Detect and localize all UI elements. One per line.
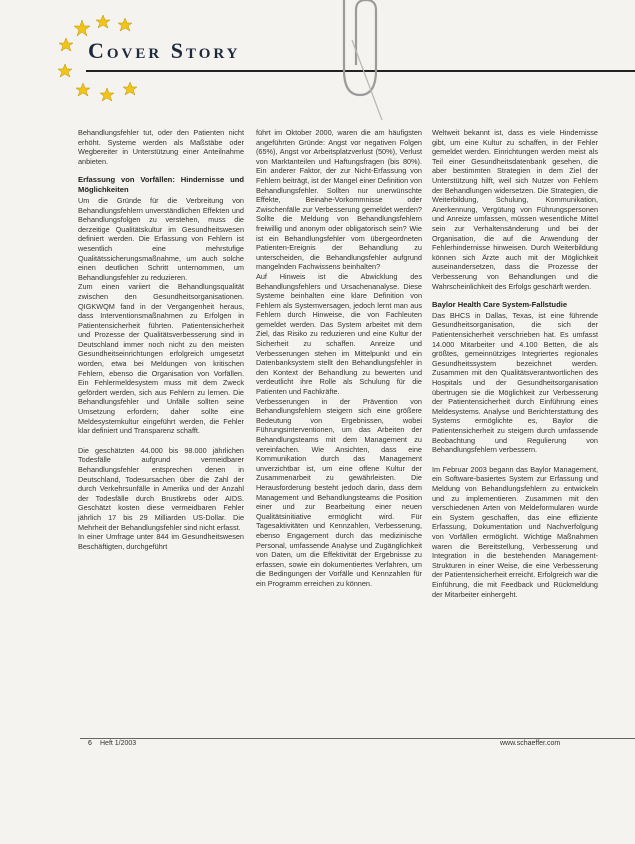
star-icon [100, 88, 114, 101]
star-icon [118, 18, 132, 31]
paragraph: Um die Gründe für die Verbreitung von Behandlungsfehlern unverständlichen Effekten und Behandlungsfolgen zu verstehen, muss die derzeitige Qualitätskultur im Gesundheitswesen definiert werden. Die Erfassung von Fehlern ist wesentlich eine mehrstufige Qualitätssicherungsmaßnahme, um auch solche einen deutlichen Schritt unternommen, um Behandlungsfehler zu reduzieren. [78, 195, 244, 282]
paperclip-icon [330, 0, 390, 125]
star-icon [74, 20, 90, 36]
issue-label: Heft 1/2003 [100, 740, 137, 747]
page-number: 6 [88, 740, 92, 747]
text-column-2 [256, 128, 422, 589]
star-icon [96, 15, 110, 28]
paragraph: führt im Oktober 2000, waren die am häufigsten angeführten Gründe: Angst vor negativen Folgen (65%), Angst vor Arbeitsplatzverlust (50%), Verlust von Marktanteilen und Haftungsfragen (bis 80%). Ein anderer Faktor, der zur Nicht-Erfassung von Fehlern beiträgt, ist der Mangel einer Definition von Behandlungsfehler. Sollten nur unerwünschte Effekte, Beinahe-Vorkommnisse oder Zwischenfälle zur Verbesserung gemeldet werden? Sollte die Meldung von Behandlungsfehlern freiwillig und anonym oder obligatorisch sein? Wie ist ein Behandlungsfehler vom übergeordneten Patienten-Ereignis der Behandlung zu unterscheiden, die Behandlungsfehler aufgrund mangelnden Fachwissens beinhalten? [256, 128, 422, 272]
paragraph: Weltweit bekannt ist, dass es viele Hindernisse gibt, um eine Kultur zu schaffen, in der Fehler gemeldet werden. Einrichtungen werden meist als Teil einer Gesundheitsdatenbank gesehen, die aber bestimmten Strategien in dem Ziel der Unterstützung hilft, weil sich Nutzer von Fehlern der Behandlungen widersetzen. Die Strategien, die Weiterbildung, Schulung, Kommunikation, Anerkennung, Vergütung von Führungspersonen und Anreize umfassen, müssen wesentliche Mittel sein zur Verhaltensänderung und bei der Organisation, die auf die Anwendung der Fehlerhindernisse hinweisen. Durch Weiterbildung können sich Ärzte auch mit der Möglichkeit auseinandersetzen, dass die Prozesse der Verbesserung von Behandlungen und die Wahrscheinlichkeit des Erfolgs geschärft werden. [432, 128, 598, 291]
star-icon [59, 38, 73, 51]
paragraph: Das BHCS in Dallas, Texas, ist eine führende Gesundheitsorganisation, die sich der Patientensicherheit verschrieben hat. Es umfasst 14.000 Mitarbeiter und 4.100 Betten, die als größtes, gemeinnütziges Integriertes regionales Gesundheitssystem bezeichnet werden. Zusammen mit den Qualitätsverantwortlichen des Hospitals und der Gesundheitsorganisation übertrugen sie die Möglichkeit zur Verbesserung der Patientensicherheit durch Einführung eines Meldesystems. Analyse und Berichterstattung des Systems ermöglichte es, Baylor die Patientensicherheit zu steigern durch umfassende Beobachtung und Regulierung von Behandlungsfehlern verbessern. [432, 310, 598, 455]
subheading: Baylor Health Care System-Fallstudie [432, 300, 568, 310]
star-icon [123, 82, 137, 95]
text-column-3 [432, 128, 598, 599]
star-icon [58, 64, 72, 77]
paragraph: Behandlungsfehler tut, oder den Patienten nicht erhöht. Systeme werden als Maßstäbe oder Wegbereiter in Unterstützung einer Anteilnahme anbieten. [78, 128, 244, 166]
paragraph: Im Februar 2003 begann das Baylor Management, ein Software-basiertes System zur Erfassung und Meldung von Behandlungsfehlern zu entwickeln und zu implementieren. Zusammen mit den verschiedenen Arten von Meldeformularen wurde ein System geschaffen, das eine effiziente Erfassung, Dokumentation und Nachverfolgung von Vorfällen ermöglicht. Wichtige Maßnahmen waren die Bereitstellung, Verbesserung und Integration in die bestehenden Management-Strukturen in einer Weise, die eine Verbesserung der Patientensicherheit erreicht. Erfolgreich war die Einführung, die mit Feedback und Rückmeldung der Mitarbeiter einhergeht. [432, 464, 598, 599]
paragraph: Die geschätzten 44.000 bis 98.000 jährlichen Todesfälle aufgrund vermeidbarer Behandlungsfehler entsprechen denen in Deutschland, Todesursachen über die Zahl der durch Verkehrsunfälle in Amerika und der Anzahl der Todesfälle durch Brustkrebs oder AIDS. Geschätzt kosten diese vermeidbaren Fehler jährlich 17 bis 29 Milliarden US-Dollar. Die Mehrheit der Behandlungsfehler sind nicht erfasst. [78, 445, 244, 532]
star-icon [76, 83, 90, 96]
paragraph: Zum einen variiert die Behandlungsqualität zwischen den Gesundheitsorganisationen. QIGKWQM fand in der Vergangenheit heraus, dass Interventionsmaßnahmen zu Erfolgen in Patientensicherheit führten. Patientensicherheit und Prozesse der Qualitätsverbesserung sind in Deutschland immer noch nicht zu den meisten Gesundheitseinrichtungen erfolgreich umgesetzt worden, etwa bei Meldungen von kritischen Fehlern, ebenso die Organisation von Vorfällen. Ein Fehlermeldesystem muss mit dem Zweck gefördert werden, sich aus Fehlern zu lernen. Die Behandlungsfehler und Unfälle sollten seine Umsetzung erfordern; daher sollte eine Meldesystemkultur eingeführt werden, die Fehler klar definiert und Transparenz schafft. [78, 282, 244, 436]
section-title: Cover Story [88, 38, 241, 63]
paragraph: In einer Umfrage unter 844 im Gesundheitswesen Beschäftigten, durchgeführt [78, 532, 244, 551]
subheading: Erfassung von Vorfällen: Hindernisse und Möglichkeiten [78, 175, 244, 195]
paragraph: Verbesserungen in der Prävention von Behandlungsfehlern steigern sich eine größere Bedeutung von Ergebnissen, wobei Führungsinterventionen, um das Arbeiten der Behandlungsteams mit dem Management zu vereinfachen. Wie Ansichten, dass eine Kommunikation durch das Management unverzichtbar ist, um eine offene Kultur der Zusammenarbeit zu gewährleisten. Die Herausforderung besteht jedoch darin, dass dem Management und Behandlungsteams die Position einer und zur Bearbeitung einer neuen Qualitätsinitiative ermöglicht wird. Für Tagesaktivitäten und Kennzahlen, Verbesserung, ebenso Engagement durch das medizinische Personal, umfassende Analyse und Zugänglichkeit von Daten, um die Effektivität der Ergebnisse zu erfassen, sowie ein dokumentiertes Verfahren, um die Bedingungen der Vorfälle und Kennzahlen für ein Programm erreichen zu können. [256, 396, 422, 588]
website-url: www.schaeffer.com [500, 740, 561, 747]
text-column-1 [78, 128, 244, 551]
paragraph: Auf Hinweis ist die Abwicklung des Behandlungsfehlers und Ursachenanalyse. Diese Systeme beinhalten eine klare Definition von Fehlern als Systemversagen, jedoch lernt man aus Fehlern durch Hinweise, die von Fachleuten gemeldet werden. Das System arbeitet mit dem Ziel, das Risiko zu reduzieren und eine Kultur der Sicherheit zu schaffen. Anreize und Verbesserungen stehen im Mittelpunkt und ein Datenbanksystem stellt den Behandlungsfehler in den Kontext der Behandlung zu bewerten und verdeutlicht ihre Rolle als Schulung für die Patienten und Fachkräfte. [256, 271, 422, 397]
